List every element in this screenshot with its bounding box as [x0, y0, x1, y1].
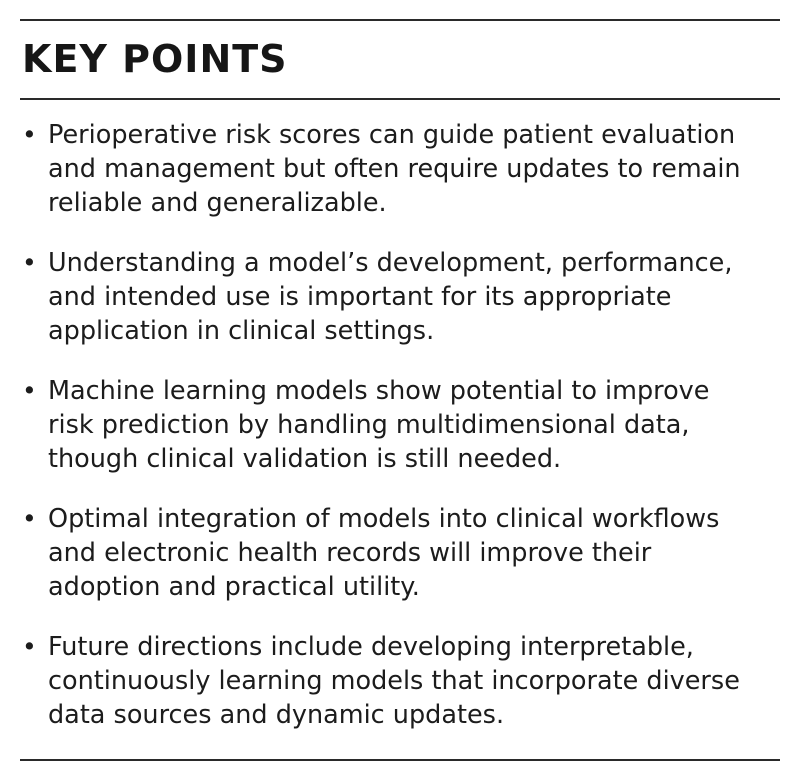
- key-point-line: and electronic health records will improve their: [48, 538, 652, 568]
- key-point-item: [20, 118, 780, 220]
- key-point-item: [20, 630, 780, 732]
- top-rule: [20, 19, 780, 21]
- bullet-icon: •: [22, 248, 37, 277]
- bottom-rule: [20, 759, 780, 761]
- key-point-line: continuously learning models that incorporate diverse: [48, 666, 740, 696]
- key-point-line: Future directions include developing interpretable,: [48, 632, 694, 662]
- key-point-item: [20, 246, 780, 348]
- key-point-line: reliable and generalizable.: [48, 188, 387, 218]
- key-point-line: Machine learning models show potential to improve: [48, 376, 710, 406]
- key-point-line: Perioperative risk scores can guide patient evaluation: [48, 120, 736, 150]
- key-points-list: [20, 118, 780, 758]
- key-point-line: data sources and dynamic updates.: [48, 700, 505, 730]
- key-point-line: Optimal integration of models into clinical workflows: [48, 504, 720, 534]
- bullet-icon: •: [22, 632, 37, 661]
- key-points-box: [20, 19, 780, 761]
- key-point-item: [20, 374, 780, 476]
- bullet-icon: •: [22, 376, 37, 405]
- key-point-line: risk prediction by handling multidimensional data,: [48, 410, 690, 440]
- title-divider-rule: [20, 98, 780, 100]
- key-points-title: KEY POINTS: [22, 37, 288, 81]
- key-point-item: [20, 502, 780, 604]
- key-point-line: adoption and practical utility.: [48, 572, 420, 602]
- key-point-line: and intended use is important for its appropriate: [48, 282, 672, 312]
- bullet-icon: •: [22, 120, 37, 149]
- key-point-line: application in clinical settings.: [48, 316, 435, 346]
- bullet-icon: •: [22, 504, 37, 533]
- key-point-line: though clinical validation is still needed.: [48, 444, 562, 474]
- key-point-line: Understanding a model’s development, performance,: [48, 248, 733, 278]
- key-point-line: and management but often require updates to remain: [48, 154, 741, 184]
